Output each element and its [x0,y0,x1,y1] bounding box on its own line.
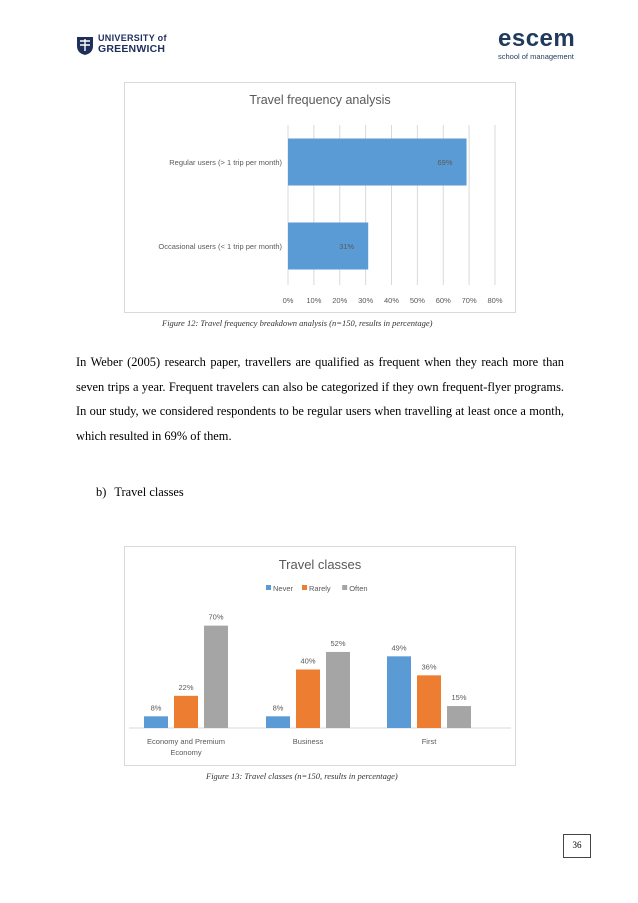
data-label: 36% [421,662,437,672]
body-paragraph: In Weber (2005) research paper, travellers are qualified as frequent when they reach more than seven trips a year. Frequent travelers can also be categorized if they own frequent-flyer programs. In our study, we considered respondents to be regular users when travelling at least once a month, which resulted in 69% of them. [76,355,564,443]
travel-frequency-chart [124,82,516,313]
data-label: 22% [178,682,194,692]
data-label: 15% [451,693,467,703]
data-label: 8% [150,703,162,713]
travel-frequency-chart-svg [125,83,515,312]
bar [296,670,320,729]
data-label: 52% [330,638,346,648]
data-label: 69% [437,158,453,167]
category-label: Regular users (> 1 trip per month) [169,158,282,167]
category-label: Occasional users (< 1 trip per month) [158,242,282,251]
figure-13-caption: Figure 13: Travel classes (n=150, results in percentage) [206,771,398,781]
escem-logo-main: escem [498,25,576,52]
subsection-heading [96,485,192,500]
legend-swatch [342,585,347,590]
x-tick-label: 10% [306,296,322,305]
legend-swatch [266,585,271,590]
category-label: Business [292,737,324,746]
legend-label: Rarely [309,584,331,593]
bar [417,675,441,728]
legend-swatch [302,585,307,590]
greenwich-logo-text [98,33,167,55]
bar [326,652,350,728]
bar [266,716,290,728]
travel-classes-chart [124,546,516,766]
escem-logo-sub: school of management [498,52,574,61]
x-tick-label: 70% [461,296,477,305]
bar [447,706,471,728]
chart-title: Travel frequency analysis [249,93,391,107]
bar [144,716,168,728]
x-tick-label: 0% [282,296,294,305]
category-label: First [421,737,437,746]
x-tick-label: 60% [435,296,451,305]
legend-label: Never [273,584,294,593]
x-tick-label: 50% [409,296,425,305]
subsection-marker: b) [96,485,107,499]
greenwich-crest-icon [76,36,94,56]
logo-line2: GREENWICH [98,43,166,55]
x-tick-label: 30% [358,296,374,305]
data-label: 8% [272,703,284,713]
legend-label: Often [349,584,368,593]
data-label: 49% [391,643,407,653]
subsection-title: Travel classes [114,485,184,499]
bar [174,696,198,728]
figure-12-caption: Figure 12: Travel frequency breakdown analysis (n=150, results in percentage) [162,318,433,328]
bar [204,626,228,728]
data-label: 31% [339,242,355,251]
x-tick-label: 20% [332,296,348,305]
page-number: 36 [563,834,591,858]
escem-logo [498,27,575,61]
data-label: 70% [208,612,224,622]
travel-classes-chart-svg [125,547,515,765]
category-label: Economy and Premium [147,737,225,746]
bar [288,223,368,270]
x-tick-label: 80% [487,296,503,305]
category-label: Economy [170,748,202,757]
data-label: 40% [300,656,316,666]
bar [387,656,411,728]
chart-title: Travel classes [278,557,362,572]
logo-line1: UNIVERSITY of [98,33,167,43]
x-tick-label: 40% [383,296,400,305]
